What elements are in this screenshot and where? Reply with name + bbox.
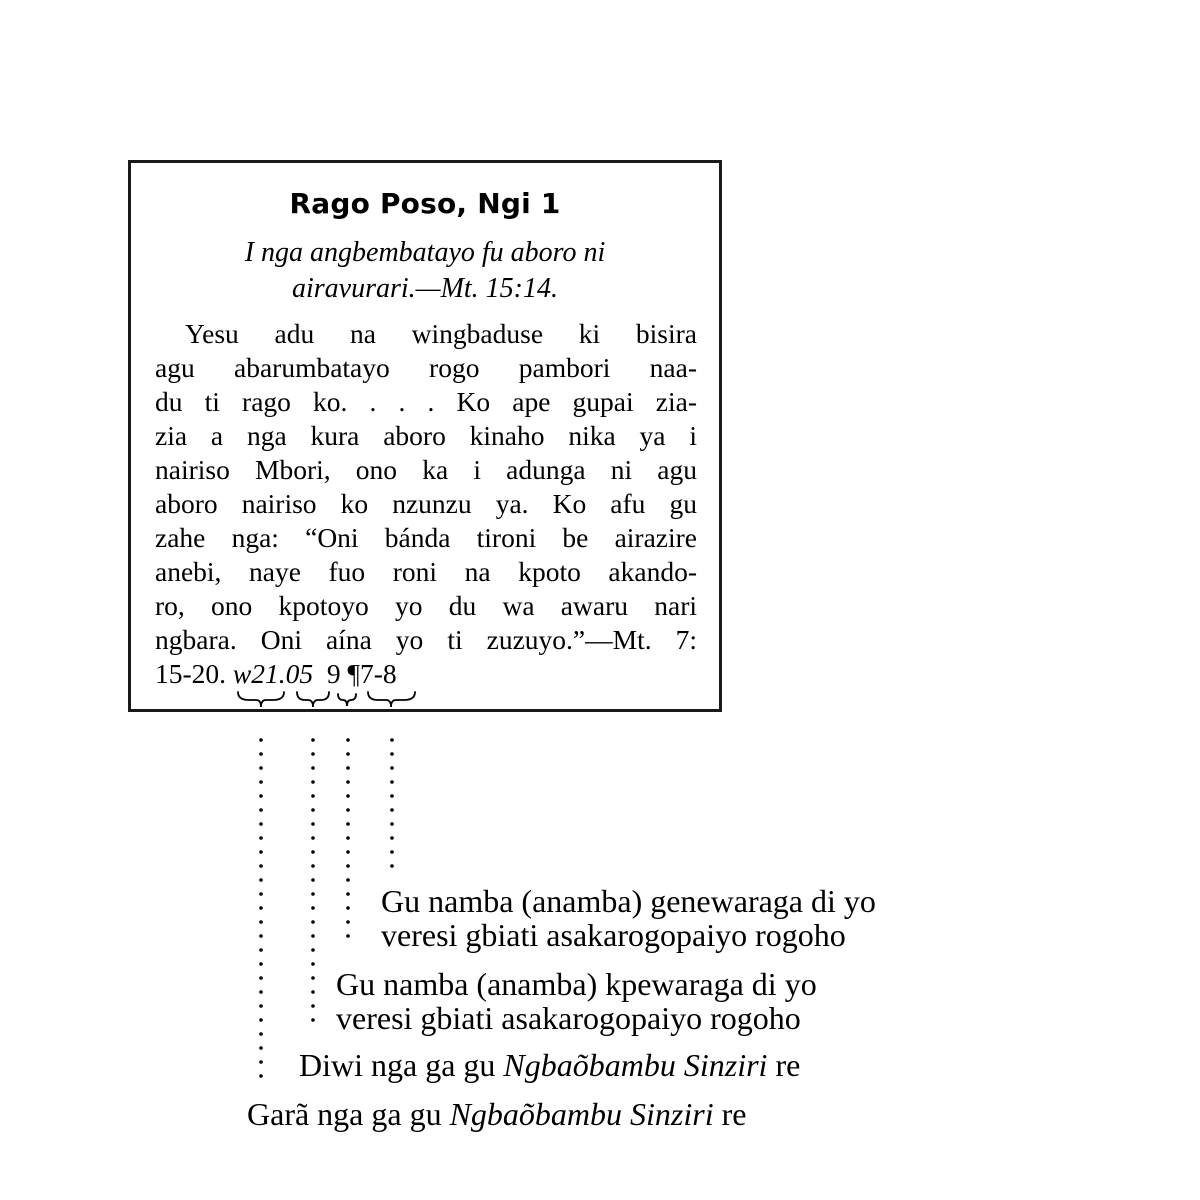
label-line: Gu namba (anamba) kpewaraga di yo (336, 966, 817, 1002)
body-line: ro, ono kpotoyo yo du wa awaru nari (155, 590, 697, 621)
body-line: nairiso Mbori, ono ka i adunga ni agu (155, 454, 697, 485)
body-line: anebi, naye fuo roni na kpoto akando- (155, 556, 697, 587)
label-line: Gu namba (anamba) genewaraga di yo (381, 883, 876, 919)
comment-paragraph (155, 317, 697, 691)
body-line: zahe nga: “Oni bánda tironi be airazire (155, 522, 697, 553)
daily-text-card (128, 160, 722, 712)
reference-line (155, 657, 697, 691)
page-number-label (336, 967, 817, 1035)
label-line: veresi gbiati asakarogopaiyo rogoho (336, 1000, 801, 1036)
page-ref: 9 (326, 658, 341, 689)
publication-name: Ngbaõbambu Sinziri (503, 1047, 768, 1083)
label-line: veresi gbiati asakarogopaiyo rogoho (381, 917, 846, 953)
publication-ref: w21.05 (232, 658, 314, 689)
paragraph-number-label (381, 884, 876, 952)
theme-scripture (151, 235, 699, 307)
body-line: aboro nairiso ko nzunzu ya. Ko afu gu (155, 488, 697, 519)
body-line: zia a nga kura aboro kinaho nika ya i (155, 420, 697, 451)
theme-line-1: I nga angbembatayo fu aboro ni (244, 237, 606, 268)
publication-name: Ngbaõbambu Sinziri (449, 1096, 714, 1132)
body-line: Yesu adu na wingbaduse ki bisira (185, 318, 697, 349)
body-line: agu abarumbatayo rogo pambori naa- (155, 352, 697, 383)
issue-month-label: Diwi nga ga gu Ngbaõbambu Sinziri re (299, 1047, 801, 1083)
body-line: ngbara. Oni aína yo ti zuzuyo.”—Mt. 7: (155, 624, 697, 655)
paragraph-ref: ¶7-8 (347, 658, 397, 689)
verse-range: 15-20. (155, 658, 227, 689)
body-line: du ti rago ko. . . . Ko ape gupai zia- (155, 386, 697, 417)
theme-line-2: airavurari.—Mt. 15:14. (292, 273, 558, 304)
card-title: Rago Poso, Ngi 1 (289, 187, 561, 220)
issue-year-label: Garã nga ga gu Ngbaõbambu Sinziri re (247, 1096, 747, 1132)
